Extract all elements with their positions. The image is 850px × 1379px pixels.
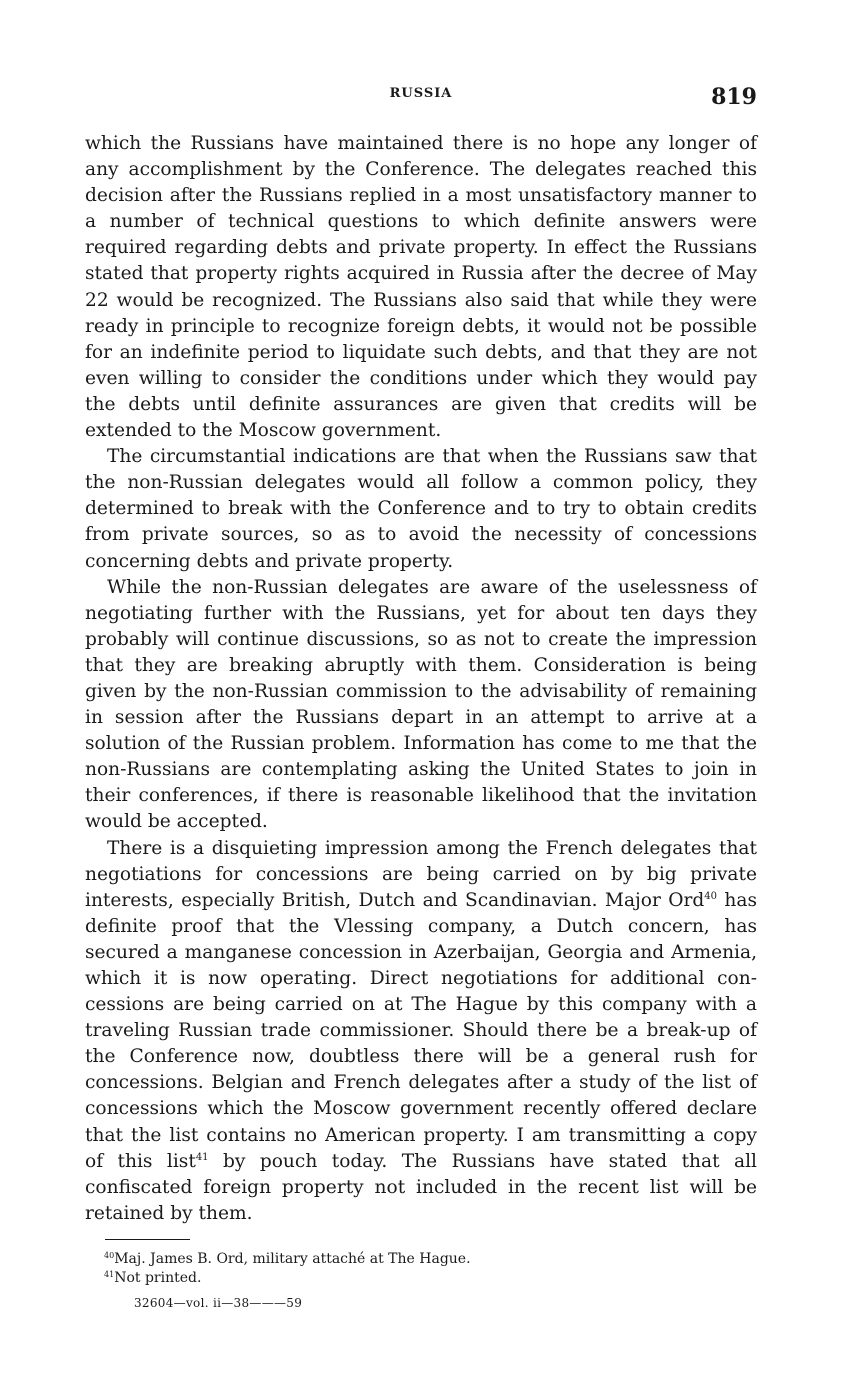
footnote-ref-40[interactable]: 40 <box>704 890 718 902</box>
paragraph-text: has definite proof that the Vlessing company, a Dutch concern, has secured a manganese concession in Azerbaijan, Georgia and Armenia, which it is now operating. Direct negotiations for additional concessions are being carried on at The Hague by this company with a traveling Russian trade commissioner. Should there be a break-up of the Conference now, doubtless there will be a general rush for concessions. Belgian and French delegates after a study of the list of concessions which the Moscow government recently offered declare that the list contains no American property. I am transmitting a copy of this list <box>85 889 757 1172</box>
paragraph-text: by pouch today. The Russians have stated that all confiscated foreign property not included in the recent list will be retained by them. <box>85 1150 757 1224</box>
footnote-number: 41 <box>104 1270 115 1279</box>
paragraph-continued: which the Russians have maintained there is no hope any longer of any accomplishment by the Conference. The delegates reached this decision after the Russians replied in a most unsatisfactory manner to a number of technical questions to which definite answers were required regarding debts and private property. In effect the Russians stated that property rights acquired in Russia after the decree of May 22 would be recognized. The Russians also said that while they were ready in principle to recognize foreign debts, it would not be possible for an indefinite period to liquidate such debts, and that they are not even willing to consider the conditions under which they would pay the debts until definite assurances are given that credits will be extended to the Moscow government. <box>85 133 757 442</box>
footnote-text: Maj. James B. Ord, military attaché at The Hague. <box>114 1251 471 1267</box>
footnote-text: Not printed. <box>114 1270 202 1286</box>
paragraph-concessions <box>85 836 757 1227</box>
printer-mark: 32604—vol. ii—38———59 <box>134 1296 303 1310</box>
footnote-40 <box>104 1250 754 1269</box>
paragraph-non-russian-delegates: While the non-Russian delegates are aware of the uselessness of negotiating further with the Russians, yet for about ten days they probably will continue discussions, so as not to create the impression that they are breaking abruptly with them. Consideration is being given by the non-Russian commission to the advisability of remaining in session after the Russians depart in an attempt to arrive at a solution of the Russian problem. Information has come to me that the non-Russians are contemplating asking the United States to join in their conferences, if there is reasonable likelihood that the invitation would be accepted. <box>85 576 757 833</box>
paragraph-circumstantial: The circumstantial indications are that when the Russians saw that the non-Russian delegates would all follow a common policy, they determined to break with the Conference and to try to obtain credits from private sources, so as to avoid the necessity of concessions concerning debts and private property. <box>85 446 757 572</box>
running-title: RUSSIA <box>389 86 453 101</box>
footnote-divider <box>105 1239 190 1240</box>
footnote-number: 40 <box>104 1251 115 1260</box>
footnote-41 <box>104 1269 754 1288</box>
paragraph-text: There is a disquieting impression among the French delegates that negotiations for concessions are being carried on by big private interests, especially British, Dutch and Scandinavian. Major Ord <box>85 837 757 911</box>
running-head <box>85 84 757 114</box>
page-number: 819 <box>711 84 757 110</box>
body-text <box>85 131 757 1227</box>
footnotes <box>104 1250 754 1288</box>
footnote-ref-41[interactable]: 41 <box>195 1151 209 1163</box>
